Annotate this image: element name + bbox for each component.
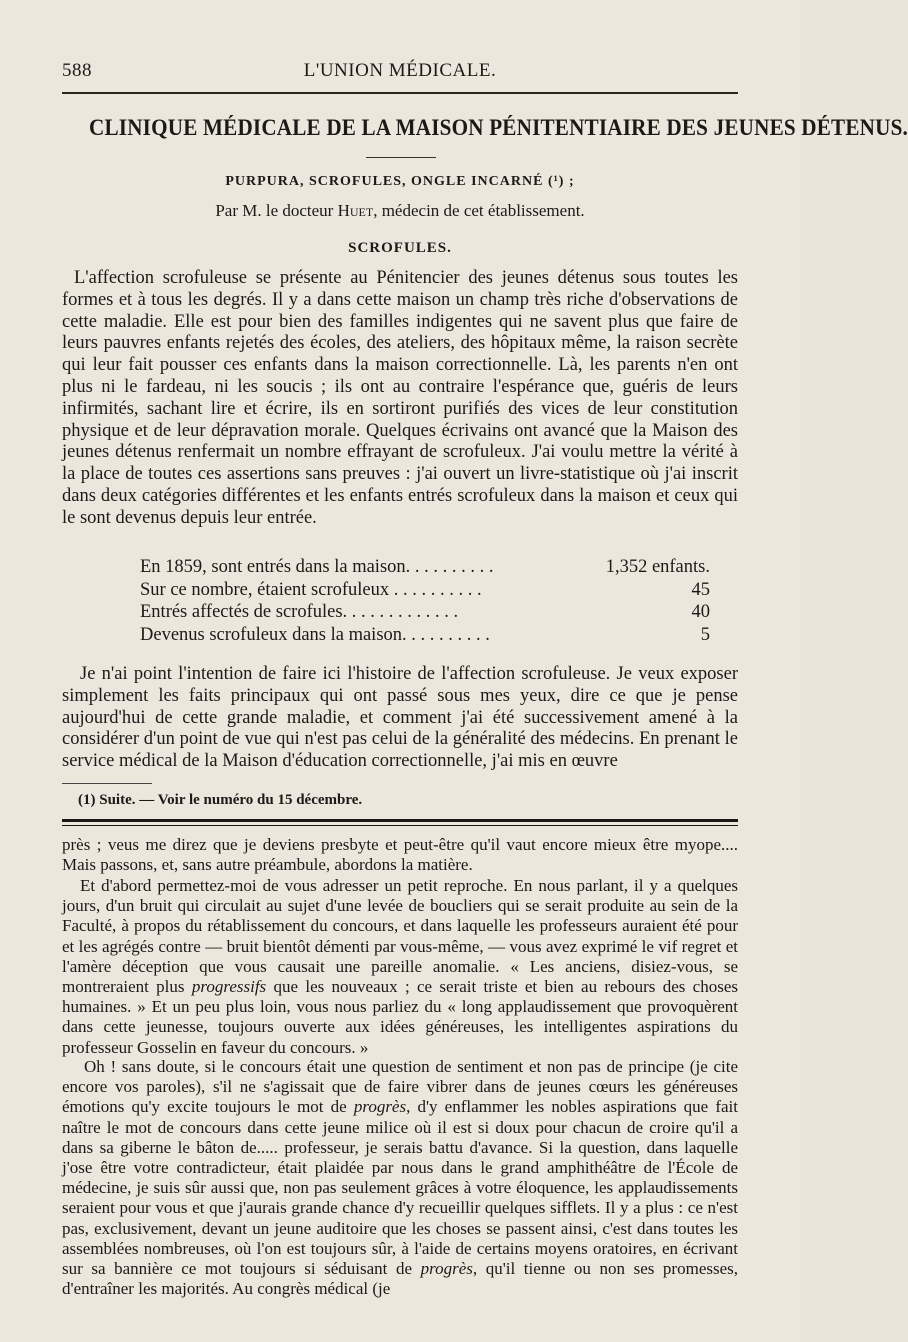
page-header <box>62 60 738 90</box>
letter-paragraph-2 <box>62 876 738 1058</box>
letter-text: Et d'abord permettez-moi de vous adresser un petit reproche. En nous parlant, il y a quelques jours, d'un bruit qui circulait au sujet d'une levée de boucliers qui se serait produite au sein de la Faculté, à propos du rétablissement du concours, et dans laquelle les professeurs auraient été pour et les agrégés contre — bruit bientôt démenti par vous-même, — vous avez exprimé le vif regret et l'amère déception que vous causait une pareille anomalie. « Les anciens, disiez-vous, se montreraient plus <box>62 876 738 997</box>
paragraph-intro: L'affection scrofuleuse se présente au Pénitencier des jeunes détenus sous toutes les formes et à tous les degrés. Il y a dans cette maison un champ très riche d'observations de cette maladie. Elle est pour bien des familles indigentes qui ne savent plus que faire de leurs pauvres enfants rejetés des écoles, des ateliers, des hôpitaux même, la raison secrète qui leur fait pousser ces enfants dans la maison correctionnelle. Là, les parents n'en ont plus ni le fardeau, ni les soucis ; ils ont au contraire l'espérance que, guéris de leurs infirmités, sachant lire et écrire, ils en sortiront purifiés des vices de leur constitution physique et de leur dépravation morale. Quelques écrivains ont avancé que la Maison des jeunes détenus renfermait un nombre effrayant de scrofuleux. J'ai voulu mettre la vérité à la place de toutes ces assertions sans preuves : j'ai ouvert un livre-statistique où j'ai inscrit dans deux catégories différentes et les enfants entrés scrofuleux dans la maison et ceux qui le sont devenus depuis leur entrée. <box>62 268 738 528</box>
letter-emphasis: progressifs <box>191 977 267 997</box>
stat-row <box>140 580 710 603</box>
section-separator-thick <box>62 819 738 822</box>
letter-paragraph-1: près ; veus me direz que je deviens presbyte et peut-être qu'il vaut encore mieux être myope.... Mais passons, et, sans autre préambule, abordons la matière. <box>62 835 738 875</box>
section-separator-thin <box>62 825 738 826</box>
letter-paragraph-3 <box>62 1057 738 1299</box>
letter-emphasis: progrès <box>420 1259 473 1279</box>
paragraph-second: Je n'ai point l'intention de faire ici l'histoire de l'affection scrofuleuse. Je veux exposer simplement les faits principaux qui ont passé sous mes yeux, dire ce que je pense aujourd'hui de cette grande maladie, et comment j'ai été successivement amené à la considérer d'un point de vue qui n'est pas celui de la généralité des médecins. En prenant le service médical de la Maison d'éducation correctionnelle, j'ai mis en œuvre <box>62 664 738 772</box>
stat-value: 45 <box>691 579 710 600</box>
byline-suffix: , médecin de cet établissement. <box>373 201 585 220</box>
byline-prefix: Par M. le docteur <box>215 201 334 220</box>
letter-text: , qu'il tienne ou non ses promesses, d'entraîner les majorités. Au congrès médical (je <box>62 1259 739 1299</box>
footnote-rule <box>62 783 152 784</box>
stat-label: Sur ce nombre, étaient scrofuleux . . . . . . . . . . <box>140 579 482 600</box>
stat-value: 5 <box>700 624 710 645</box>
title-rule <box>366 157 436 158</box>
section-heading: SCROFULES. <box>348 240 452 256</box>
stat-label: Entrés affectés de scrofules. . . . . . . . . . . . . <box>140 602 459 622</box>
footnote: (1) Suite. — Voir le numéro du 15 décembre. <box>78 792 363 808</box>
letter-text: , d'y enflammer les nobles aspirations que fait naître le mot de concours dans cette jeune milice où il est si doux pour chacun de croire qu'il a dans sa giberne le bâton de..... professeur, je serais battu d'avance. Si la question, dans laquelle j'ose être votre contradicteur, était plaidée par nous dans le grand amphithéâtre de l'École de médecine, je suis sûr aussi que, non pas seulement grâces à votre éloquence, les applaudissements seraient pour vous et que j'aurais grande chance d'y recueillir quelques sifflets. Il y a plus : ce n'est pas, exclusivement, devant un jeune auditoire que les choses se passent ainsi, c'est dans toutes les assemblées nombreuses, où l'on est toujours sûr, à l'aide de certains moyens oratoires, en écrivant sur sa bannière ce mot toujours si séduisant de <box>62 1097 739 1279</box>
stat-label: Devenus scrofuleux dans la maison. . . . . . . . . . <box>140 624 490 645</box>
stat-value: 1,352 enfants. <box>605 557 710 577</box>
stat-row <box>140 557 710 580</box>
statistics-table <box>140 557 710 647</box>
article-title: CLINIQUE MÉDICALE DE LA MAISON PÉNITENTIAIRE DES JEUNES DÉTENUS. <box>89 115 908 140</box>
byline <box>62 201 738 221</box>
author-name: Huet <box>337 201 374 220</box>
header-rule <box>62 92 738 94</box>
letter-text: que les nouveaux ; ce serait triste et bien au rebours des choses humaines. » Et un peu plus loin, vous nous parliez du « long applaudissement que provoquèrent dans cette jeunesse, toujours ouverte aux idées généreuses, les intelligentes aspirations du professeur Gosselin en faveur du concours. » <box>62 977 738 1057</box>
article-subtitle: PURPURA, SCROFULES, ONGLE INCARNÉ (¹) ; <box>225 174 575 189</box>
journal-title: L'UNION MÉDICALE. <box>303 60 497 81</box>
letter-text: Oh ! sans doute, si le concours était une question de sentiment et non pas de principe (je cite encore vos paroles), s'il ne s'agissait que de faire vibrer dans de jeunes cœurs les généreuses émotions qu'y excite toujours le mot de <box>62 1057 738 1117</box>
stat-row <box>140 625 710 648</box>
stat-row <box>140 602 710 625</box>
page-number: 588 <box>62 60 92 81</box>
stat-value: 40 <box>691 602 710 622</box>
stat-label: En 1859, sont entrés dans la maison. . . . . . . . . . <box>140 557 494 577</box>
letter-emphasis: progrès <box>353 1097 407 1117</box>
